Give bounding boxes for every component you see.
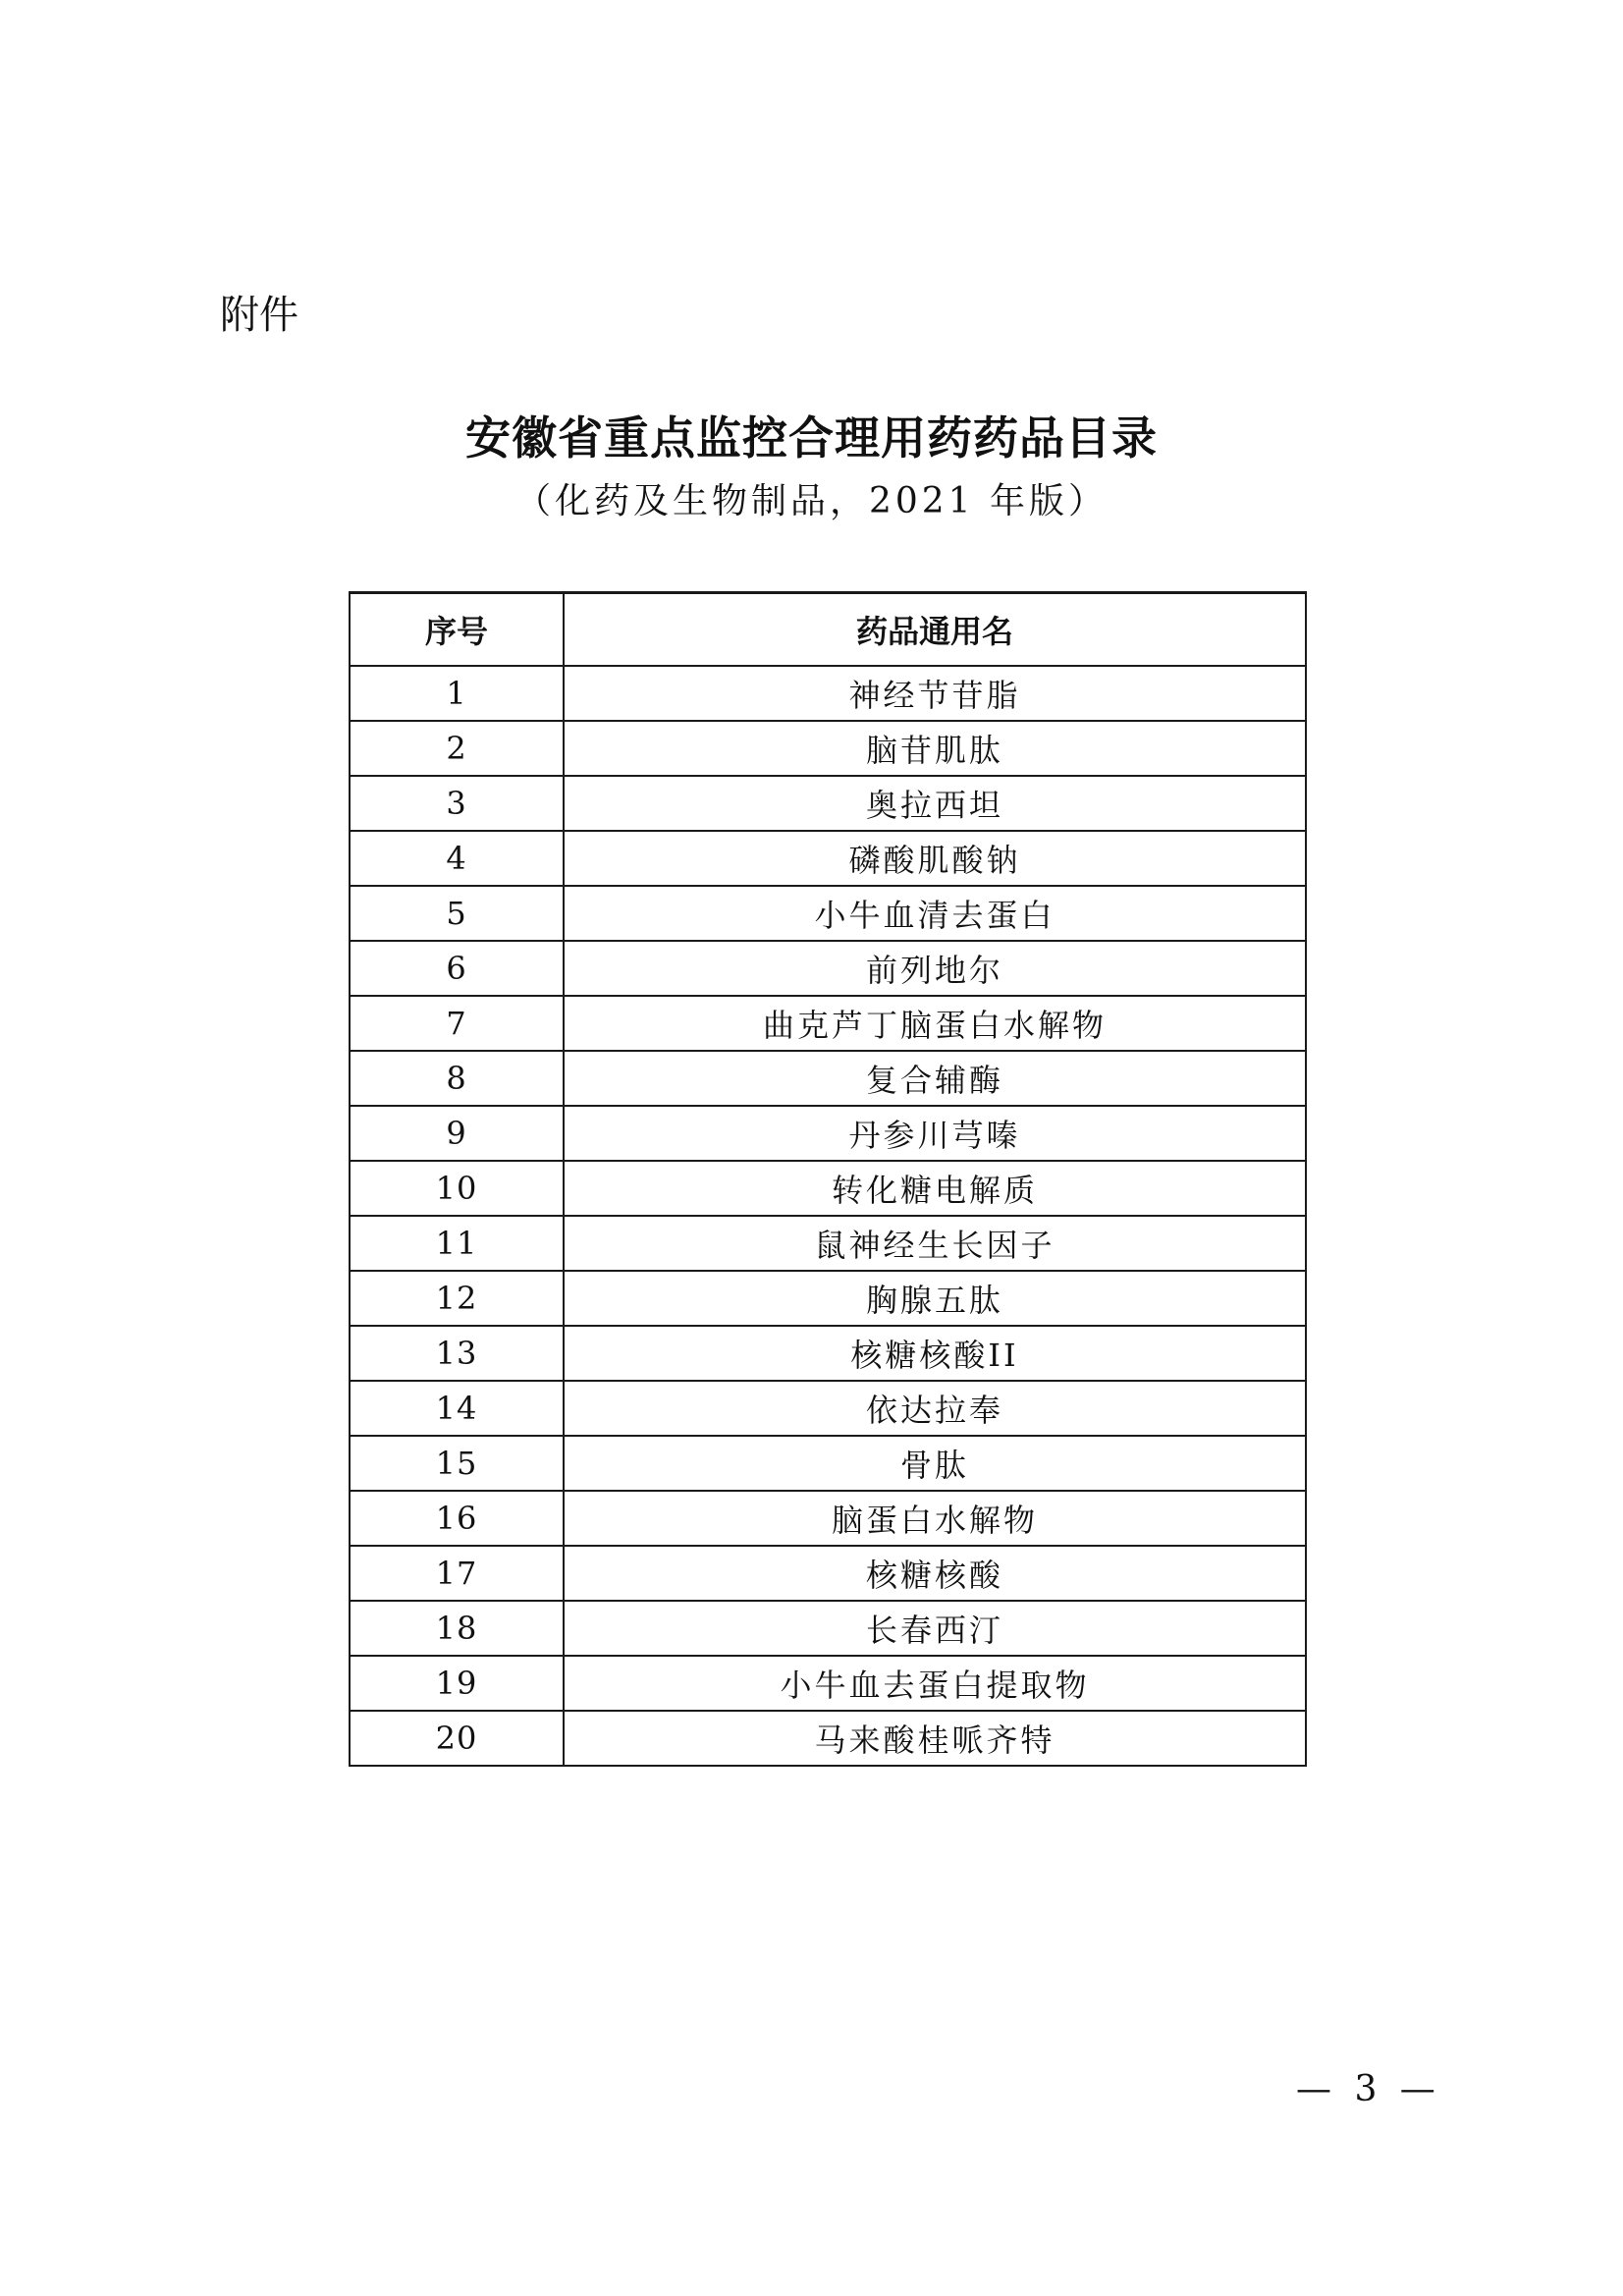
table-row bbox=[350, 1326, 1306, 1381]
table-row bbox=[350, 1271, 1306, 1326]
document-title: 安徽省重点监控合理用药药品目录 bbox=[465, 411, 1158, 465]
row-serial-number: 4 bbox=[350, 831, 564, 886]
row-drug-name: 长春西汀 bbox=[564, 1601, 1306, 1656]
row-serial-number: 7 bbox=[350, 996, 564, 1051]
row-serial-number: 13 bbox=[350, 1326, 564, 1381]
row-serial-number: 15 bbox=[350, 1436, 564, 1491]
table-row bbox=[350, 831, 1306, 886]
row-serial-number: 9 bbox=[350, 1106, 564, 1161]
row-serial-number: 17 bbox=[350, 1546, 564, 1601]
row-drug-name: 神经节苷脂 bbox=[564, 666, 1306, 721]
drug-catalog-table bbox=[349, 591, 1307, 1767]
table-row bbox=[350, 1216, 1306, 1271]
document-subtitle: （化药及生物制品，2021 年版） bbox=[514, 481, 1109, 521]
row-drug-name: 骨肽 bbox=[564, 1436, 1306, 1491]
table-row bbox=[350, 886, 1306, 941]
row-drug-name: 小牛血去蛋白提取物 bbox=[564, 1656, 1306, 1711]
row-drug-name: 复合辅酶 bbox=[564, 1051, 1306, 1106]
row-serial-number: 20 bbox=[350, 1711, 564, 1766]
table-row bbox=[350, 721, 1306, 776]
header-drug-name: 药品通用名 bbox=[564, 593, 1306, 667]
row-serial-number: 19 bbox=[350, 1656, 564, 1711]
row-drug-name: 胸腺五肽 bbox=[564, 1271, 1306, 1326]
row-serial-number: 2 bbox=[350, 721, 564, 776]
row-serial-number: 18 bbox=[350, 1601, 564, 1656]
table-row bbox=[350, 1546, 1306, 1601]
row-drug-name: 小牛血清去蛋白 bbox=[564, 886, 1306, 941]
row-serial-number: 5 bbox=[350, 886, 564, 941]
table-row bbox=[350, 666, 1306, 721]
row-serial-number: 10 bbox=[350, 1161, 564, 1216]
row-drug-name: 脑苷肌肽 bbox=[564, 721, 1306, 776]
row-drug-name: 转化糖电解质 bbox=[564, 1161, 1306, 1216]
row-drug-name: 前列地尔 bbox=[564, 941, 1306, 996]
row-serial-number: 11 bbox=[350, 1216, 564, 1271]
row-drug-name: 奥拉西坦 bbox=[564, 776, 1306, 831]
table-body bbox=[350, 666, 1306, 1766]
row-serial-number: 1 bbox=[350, 666, 564, 721]
row-drug-name: 曲克芦丁脑蛋白水解物 bbox=[564, 996, 1306, 1051]
row-drug-name: 脑蛋白水解物 bbox=[564, 1491, 1306, 1546]
table-row bbox=[350, 1436, 1306, 1491]
table-row bbox=[350, 1491, 1306, 1546]
row-serial-number: 16 bbox=[350, 1491, 564, 1546]
table-row bbox=[350, 1656, 1306, 1711]
row-drug-name: 依达拉奉 bbox=[564, 1381, 1306, 1436]
table-row bbox=[350, 1601, 1306, 1656]
attachment-label: 附件 bbox=[220, 293, 298, 338]
row-drug-name: 核糖核酸 bbox=[564, 1546, 1306, 1601]
table-row bbox=[350, 1711, 1306, 1766]
page-number: — 3 — bbox=[1296, 2069, 1441, 2109]
table-row bbox=[350, 1381, 1306, 1436]
header-serial-number: 序号 bbox=[350, 593, 564, 667]
row-drug-name: 核糖核酸II bbox=[564, 1326, 1306, 1381]
row-drug-name: 丹参川芎嗪 bbox=[564, 1106, 1306, 1161]
row-serial-number: 6 bbox=[350, 941, 564, 996]
table-header-row bbox=[350, 593, 1306, 667]
row-serial-number: 8 bbox=[350, 1051, 564, 1106]
table-row bbox=[350, 1106, 1306, 1161]
row-drug-name: 鼠神经生长因子 bbox=[564, 1216, 1306, 1271]
table-row bbox=[350, 776, 1306, 831]
row-serial-number: 3 bbox=[350, 776, 564, 831]
table-row bbox=[350, 1051, 1306, 1106]
table-row bbox=[350, 996, 1306, 1051]
row-drug-name: 马来酸桂哌齐特 bbox=[564, 1711, 1306, 1766]
table-row bbox=[350, 1161, 1306, 1216]
row-serial-number: 14 bbox=[350, 1381, 564, 1436]
table-row bbox=[350, 941, 1306, 996]
row-drug-name: 磷酸肌酸钠 bbox=[564, 831, 1306, 886]
row-serial-number: 12 bbox=[350, 1271, 564, 1326]
